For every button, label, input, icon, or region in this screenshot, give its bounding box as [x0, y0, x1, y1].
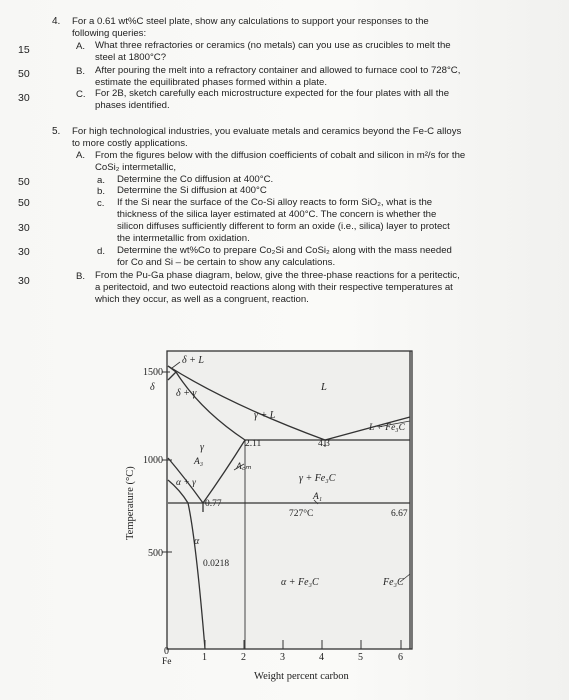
phase-fe3c: Fe₃C: [383, 577, 404, 588]
q4a-line2: steel at 1800°C?: [95, 52, 167, 63]
q5a-line2: CoSi₂ intermetallic,: [95, 162, 177, 173]
q5b-line2: a peritectoid, and two eutectoid reactions along with their respective temperatures at: [95, 282, 453, 293]
q5a-d-label: d.: [97, 246, 106, 257]
ytick-0: 0: [164, 646, 169, 657]
q5a-a-label: a.: [97, 175, 106, 186]
diagram-frame: [167, 351, 412, 649]
q4b-label: B.: [76, 66, 86, 77]
q5a-c-line4: the intermetallic from oxidation.: [117, 233, 250, 244]
q5b-line1: From the Pu-Ga phase diagram, below, give the three-phase reactions for a peritectic,: [95, 270, 460, 281]
q4-number: 4.: [52, 16, 61, 27]
q5b-label: B.: [76, 271, 86, 282]
y-axis-label: Temperature (°C): [125, 466, 136, 540]
q4c-line1: For 2B, sketch carefully each microstructure expected for the four plates with all the: [95, 88, 450, 99]
phase-delta-gamma: δ + γ: [176, 388, 197, 399]
ytick-500: 500: [148, 548, 163, 559]
q5a-c-label: c.: [97, 198, 105, 209]
phase-acm: A꜀ₘ: [236, 462, 252, 472]
q5a-a-line1: Determine the Co diffusion at 400°C.: [117, 174, 274, 185]
q4b-line2: estimate the equilibrated phases formed within a plate.: [95, 77, 327, 88]
q5b-line3: which they occur, as well as a congruent, reaction.: [95, 294, 309, 305]
xtick-2: 2: [241, 652, 246, 663]
q5a-d-line2: for Co and Si – be certain to show any calculations.: [117, 257, 336, 268]
q5a-b-points: 50: [18, 197, 30, 209]
value-2-11: 2.11: [245, 439, 262, 449]
q5a-c-points: 30: [18, 222, 30, 234]
phase-delta: δ: [150, 382, 155, 393]
xtick-3: 3: [280, 652, 285, 663]
q5a-d-points: 30: [18, 246, 30, 258]
q5b-points: 30: [18, 275, 30, 287]
q4a-line1: What three refractories or ceramics (no metals) can you use as crucibles to melt the: [95, 40, 451, 51]
phase-a3: A₃: [194, 457, 204, 467]
phase-gamma-l: γ + L: [254, 410, 276, 421]
phase-alpha-fe3c: α + Fe₃C: [281, 577, 319, 588]
ytick-1500: 1500: [143, 367, 163, 378]
q5a-c-line1: If the Si near the surface of the Co-Si alloy reacts to form SiO₂, what is the: [117, 197, 433, 208]
fe-label: Fe: [162, 657, 172, 667]
value-0-77: 0.77: [205, 499, 222, 509]
phase-alpha: α: [194, 536, 200, 547]
phase-alpha-gamma: α + γ: [176, 478, 196, 488]
q5a-label: A.: [76, 150, 86, 161]
q5-number: 5.: [52, 126, 61, 137]
q5a-c-line3: silicon diffuses sufficiently different to form an oxide (i.e., silica) layer to protect: [117, 221, 450, 232]
q4c-line2: phases identified.: [95, 100, 170, 111]
xtick-6: 6: [398, 652, 403, 663]
value-6-67: 6.67: [391, 509, 408, 519]
q5a-a-points: 50: [18, 176, 30, 188]
q4b-points: 50: [18, 68, 30, 80]
q5a-b-line1: Determine the Si diffusion at 400°C: [117, 185, 267, 196]
phase-gamma: γ: [200, 442, 204, 453]
q4-intro-line1: For a 0.61 wt%C steel plate, show any calculations to support your responses to the: [72, 16, 429, 27]
q5a-c-line2: thickness of the silica layer estimated at 400°C. The concern is whether the: [117, 209, 437, 220]
xtick-5: 5: [358, 652, 363, 663]
q4a-points: 15: [18, 44, 30, 56]
q5-intro-line1: For high technological industries, you evaluate metals and ceramics beyond the Fe-C alloys: [72, 126, 462, 137]
q5a-line1: From the figures below with the diffusion coefficients of cobalt and silicon in m²/s for the: [95, 150, 466, 161]
q4c-label: C.: [76, 89, 86, 100]
value-727c: 727°C: [289, 509, 314, 519]
value-0-0218: 0.0218: [203, 559, 230, 569]
value-4-3: 4.3: [318, 439, 330, 449]
q4a-label: A.: [76, 41, 86, 52]
q4-intro-line2: following queries:: [72, 28, 147, 39]
ytick-1000: 1000: [143, 455, 163, 466]
q4b-line1: After pouring the melt into a refractory container and allowed to furnace cool to 728°C,: [95, 65, 461, 76]
q5-intro-line2: to more costly applications.: [72, 138, 188, 149]
xtick-4: 4: [319, 652, 324, 663]
phase-liquid: L: [321, 382, 327, 393]
xtick-1: 1: [202, 652, 207, 663]
q5a-b-label: b.: [97, 186, 106, 197]
phase-l-fe3c: L + Fe₃C: [369, 423, 405, 433]
phase-delta-l: δ + L: [182, 355, 204, 366]
phase-a1: A₁: [313, 492, 323, 502]
q5a-d-line1: Determine the wt%Co to prepare Co₂Si and CoSi₂ along with the mass needed: [117, 245, 452, 256]
q4c-points: 30: [18, 92, 30, 104]
x-axis-label: Weight percent carbon: [254, 671, 349, 682]
phase-gamma-fe3c: γ + Fe₃C: [299, 473, 336, 484]
